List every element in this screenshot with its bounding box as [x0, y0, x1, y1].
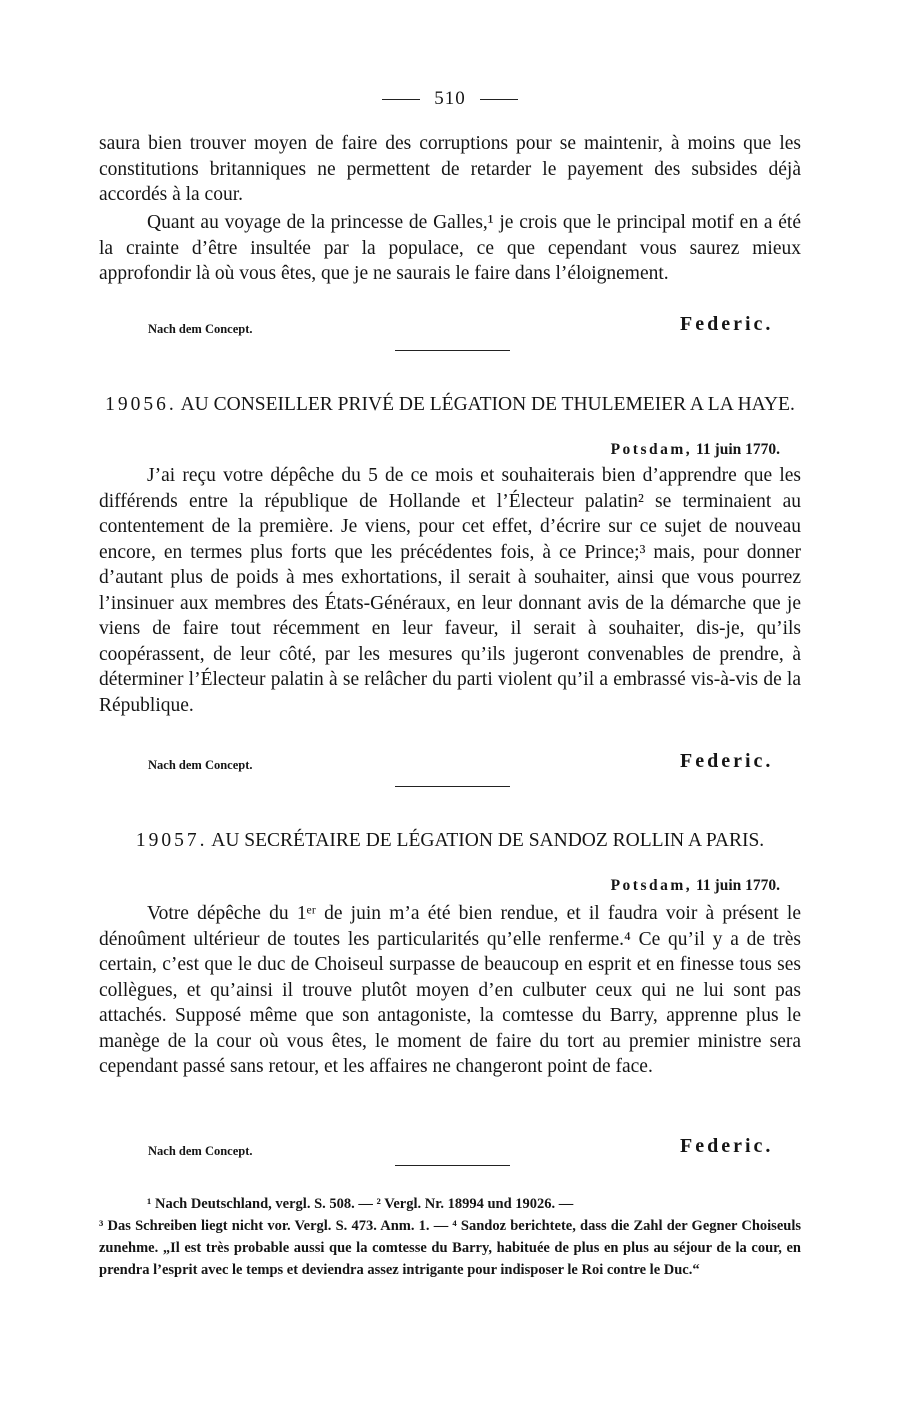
footnotes — [99, 1193, 801, 1281]
letter-19056-place: Potsdam, — [610, 441, 693, 458]
letter-19057-body: Votre dépêche du 1ᵉʳ de juin m’a été bien rendue, et il faudra voir à présent le dénoûment ultérieur de toutes les particularités qu’elle renferme.⁴ Ce qu’il y a de très certain, c’est que le duc de Choiseul surpasse de beaucoup en esprit et en finesse tous ses collègues, et qu’ainsi il trouve plutôt moyen d’en culbuter ceux qui ne lui sont pas attachés. Supposé même que son antagoniste, la comtesse du Barry, apprenne plus le manège de la cour où vous êtes, le moment de faire du tort au premier ministre sera cependant passé sans retour, et les affaires ne changeront point de face. — [99, 903, 801, 1077]
letter-19056-heading — [99, 392, 801, 417]
header-dash-left — [382, 99, 420, 100]
letter-19056-body: J’ai reçu votre dépêche du 5 de ce mois et souhaiterais bien d’apprendre que les différends entre la république de Hollande et l’Électeur palatin² se terminaient au contentement de la première. Je viens, pour cet effet, d’écrire sur ce sujet de nouveau encore, en termes plus forts que les précédentes fois, à ce Prince;³ mais, pour donner d’autant plus de poids à mes exhortations, il serait à souhaiter, ainsi que vous pourrez l’insinuer aux membres des États-Généraux, en leur donnant avis de la démarche que je viens de faire tout récemment en leur faveur, il serait à souhaiter, dis-je, qu’ils coopérassent, de leur côté, par les mesures qu’ils jugeront convenables de prendre, à déterminer l’Électeur palatin à se relâcher du parti violent qu’il a embrassé vis-à-vis de la République. — [99, 465, 801, 716]
intro-paragraph-1: saura bien trouver moyen de faire des corruptions pour se maintenir, à moins que les constitutions britanniques ne permettent de retarder le payement des subsides déjà accordés à la cour. — [99, 133, 801, 205]
letter-19056-signature: Federic. — [680, 750, 774, 772]
letter-19056-concept-note: Nach dem Concept. — [148, 758, 253, 772]
letter-19056-title: AU CONSEILLER PRIVÉ DE LÉGATION DE THULEMEIER A LA HAYE. — [180, 394, 795, 415]
page-number: 510 — [434, 88, 466, 109]
intro-signature: Federic. — [680, 313, 774, 335]
section-divider — [395, 1165, 510, 1166]
letter-19057-heading — [99, 828, 801, 853]
letter-19057-concept-note: Nach dem Concept. — [148, 1144, 253, 1158]
letter-19057-dateline — [611, 877, 780, 895]
letter-19057-number: 19057. — [135, 830, 208, 851]
intro-paragraph-2: Quant au voyage de la princesse de Galles,¹ je crois que le principal motif en a été la crainte d’être insultée par la populace, ce que cependant vous saurez mieux approfondir là où vous êtes, que je ne saurais le faire dans l’éloignement. — [99, 212, 801, 284]
letter-19057-place: Potsdam, — [610, 877, 693, 894]
letter-19057-signature: Federic. — [680, 1135, 774, 1157]
letter-19057-title: AU SECRÉTAIRE DE LÉGATION DE SANDOZ ROLLIN A PARIS. — [211, 830, 765, 851]
letter-19056-number: 19056. — [105, 394, 177, 415]
letter-19056-dateline — [611, 441, 780, 459]
page-header — [0, 88, 900, 110]
letter-19056-date: 11 juin 1770. — [696, 441, 780, 458]
section-divider — [395, 350, 510, 351]
intro-concept-note: Nach dem Concept. — [148, 322, 253, 336]
section-divider — [395, 786, 510, 787]
footnote-line-1: ¹ Nach Deutschland, vergl. S. 508. — ² Vergl. Nr. 18994 und 19026. — — [147, 1196, 574, 1212]
header-dash-right — [480, 99, 518, 100]
letter-19057-date: 11 juin 1770. — [696, 877, 780, 894]
footnote-rest: ³ Das Schreiben liegt nicht vor. Vergl. S. 473. Anm. 1. — ⁴ Sandoz berichtete, dass die Zahl der Gegner Choiseuls zunehme. „Il est très probable aussi que la comtesse du Barry, habituée de plus en plus au séjour de la cour, en prendra l’esprit avec le temps et deviendra assez intrigante pour indisposer le Roi contre le Duc.“ — [99, 1218, 801, 1278]
